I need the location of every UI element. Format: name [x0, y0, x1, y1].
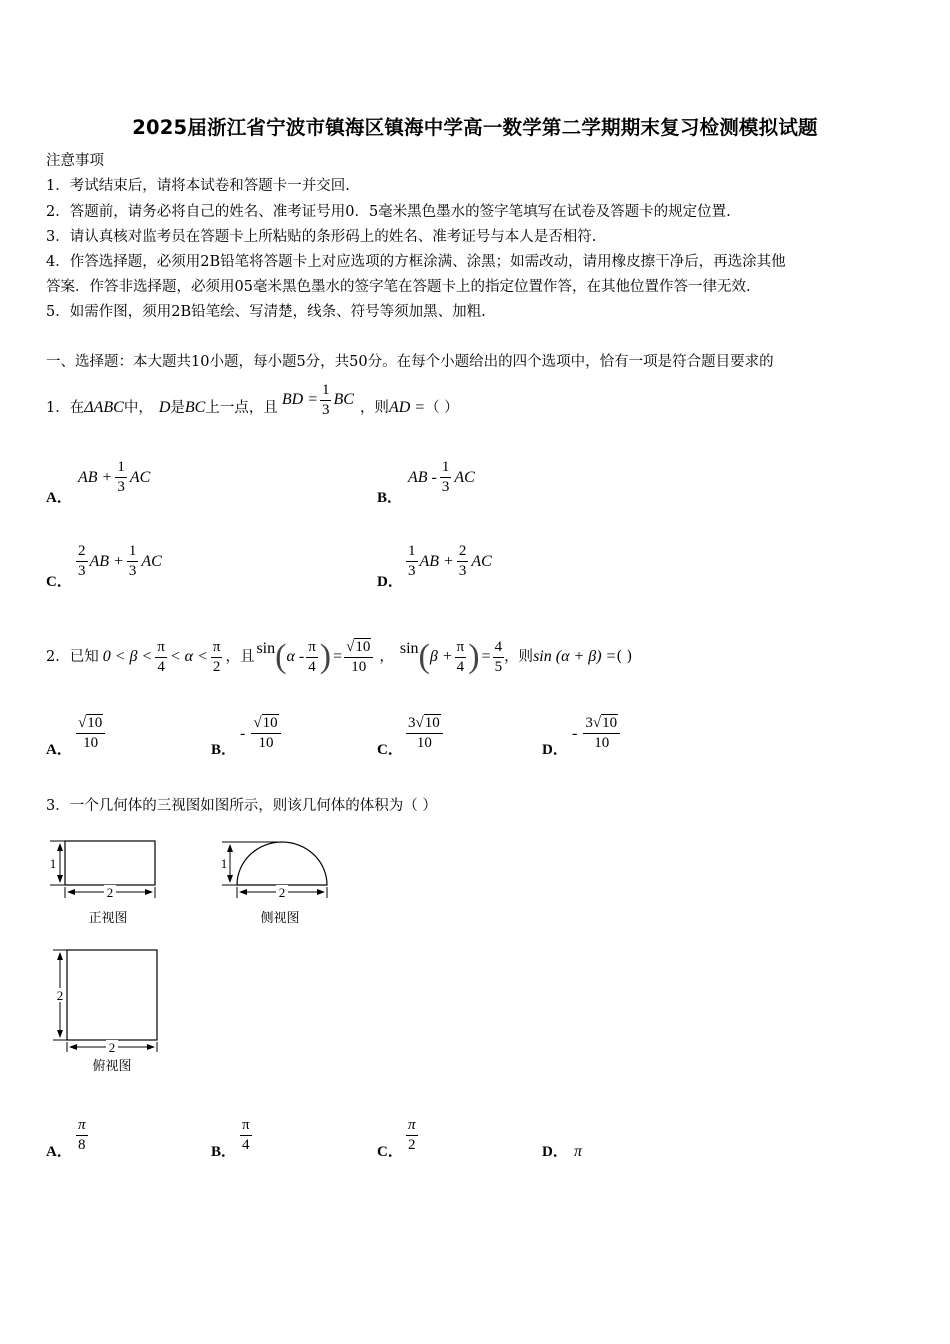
- q1-option-c[interactable]: $\frac{2}{3}$ AB + $\frac{1}{3}$ AC: [78, 543, 162, 579]
- q3-option-d[interactable]: π: [574, 1143, 583, 1160]
- q1-segment-bc: BC: [184, 399, 206, 416]
- front-height-label: 1: [49, 856, 57, 871]
- q2-number: 2．: [46, 649, 70, 665]
- q1-text: 中，: [123, 400, 153, 416]
- q2-text: ，且: [225, 649, 255, 665]
- q2-option-b-label: B．: [211, 742, 237, 758]
- side-height-label: 1: [220, 856, 228, 871]
- q1-option-b-label: B．: [377, 490, 403, 506]
- q1-text: ，则: [359, 400, 389, 416]
- q1-option-d-label: D．: [377, 574, 403, 590]
- top-view: [53, 950, 157, 1052]
- q1-triangle: ΔABC: [84, 399, 124, 416]
- q1-option-a-label: A．: [46, 490, 72, 506]
- section-heading: 一、选择题：本大题共10小题，每小题5分，共50分。在每个小题给出的四个选项中，恰有一项是符合题目要求的: [46, 354, 774, 370]
- q2-option-c[interactable]: $\frac{3√10}{10}$: [406, 714, 443, 753]
- q1-blank: （ ）: [425, 400, 459, 416]
- q3-option-b[interactable]: $\frac{\pi}{4}$: [242, 1117, 250, 1153]
- q1-ad: AD =: [388, 399, 426, 416]
- q2-option-d[interactable]: - $\frac{3√10}{10}$: [572, 714, 620, 753]
- q1-text: 在: [69, 400, 85, 416]
- q1-text: 上一点，且: [205, 400, 278, 416]
- top-view-caption: 俯视图: [92, 1059, 132, 1074]
- question-3: 3．一个几何体的三视图如图所示，则该几何体的体积为（ ）: [46, 798, 437, 814]
- front-width-label: 2: [106, 885, 114, 900]
- side-width-label: 2: [278, 885, 286, 900]
- top-height-label: 2: [56, 988, 64, 1003]
- q1-option-c-label: C．: [46, 574, 72, 590]
- q1-option-b[interactable]: AB - $\frac{1}{3}$ AC: [408, 459, 475, 495]
- notice-item: 2．答题前，请务必将自己的姓名、准考证号用0．5毫米黑色墨水的签字笔填写在试卷及答题卡的规定位置.: [46, 204, 731, 220]
- front-view: [50, 841, 155, 898]
- q1-text: 是: [170, 400, 185, 416]
- top-width-label: 2: [108, 1040, 116, 1055]
- q1-eq-left: BD =: [281, 391, 318, 408]
- notice-item: 5．如需作图，须用2B铅笔绘、写清楚，线条、符号等须加黑、加粗.: [46, 304, 486, 320]
- side-view: [222, 842, 327, 898]
- q3-option-b-label: B．: [211, 1144, 237, 1160]
- q2-option-a-label: A．: [46, 742, 72, 758]
- q2-blank: ( ): [616, 649, 633, 665]
- q1-fraction: $\frac{1}{3}$: [321, 381, 330, 418]
- side-view-caption: 侧视图: [260, 911, 300, 926]
- q2-option-c-label: C．: [377, 742, 403, 758]
- q3-option-a-label: A．: [46, 1144, 72, 1160]
- question-1: [46, 381, 459, 430]
- notice-heading: 注意事项: [46, 153, 104, 169]
- q1-option-a[interactable]: AB + $\frac{1}{3}$ AC: [78, 459, 151, 495]
- q3-option-c[interactable]: $\frac{\pi}{2}$: [408, 1117, 416, 1153]
- q2-text: 已知: [69, 649, 99, 665]
- notice-item: 4．作答选择题，必须用2B铅笔将答题卡上对应选项的方框涂满、涂黑；如需改动，请用橡皮擦干净后，再选涂其他: [46, 254, 786, 270]
- three-view-diagram: [40, 830, 360, 1090]
- q2-ineq: 0 < β <: [102, 648, 153, 665]
- question-2: 2． 已知 0 < β < $\frac{\pi}{4}$ < α < $\frac{\pi}{2}$ ，且 sin ( α - $\frac{\pi}{4}$ ) = $\frac{√10}{10}$ ， sin ( β + $\frac{\pi}{4}$ ) = $\frac{4}{5}$ ，则 sin (α + β) = ( ): [46, 638, 633, 675]
- q2-target: sin (α + β) =: [533, 648, 617, 665]
- q2-option-a[interactable]: $\frac{√10}{10}$: [76, 714, 105, 753]
- notice-item: 答案．作答非选择题，必须用05毫米黑色墨水的签字笔在答题卡上的指定位置作答，在其他位置作答一律无效.: [46, 279, 751, 295]
- front-view-caption: 正视图: [88, 911, 128, 926]
- q2-text: ，则: [504, 649, 534, 665]
- q1-eq-right: BC: [333, 391, 354, 408]
- q1-option-d[interactable]: $\frac{1}{3}$ AB + $\frac{2}{3}$ AC: [408, 543, 492, 579]
- q2-option-b[interactable]: - $\frac{√10}{10}$: [240, 714, 281, 753]
- q1-point-d: D: [158, 399, 171, 416]
- notice-item: 1．考试结束后，请将本试卷和答题卡一并交回.: [46, 178, 350, 194]
- q1-number: 1．: [46, 400, 70, 416]
- q2-option-d-label: D．: [542, 742, 568, 758]
- page-title: 2025届浙江省宁波市镇海区镇海中学高一数学第二学期期末复习检测模拟试题: [132, 116, 818, 139]
- notice-item: 3．请认真核对监考员在答题卡上所粘贴的条形码上的姓名、准考证号与本人是否相符.: [46, 229, 597, 245]
- q3-option-c-label: C．: [377, 1144, 403, 1160]
- q3-option-a[interactable]: $\frac{\pi}{8}$: [78, 1117, 86, 1153]
- q3-option-d-label: D．: [542, 1144, 568, 1160]
